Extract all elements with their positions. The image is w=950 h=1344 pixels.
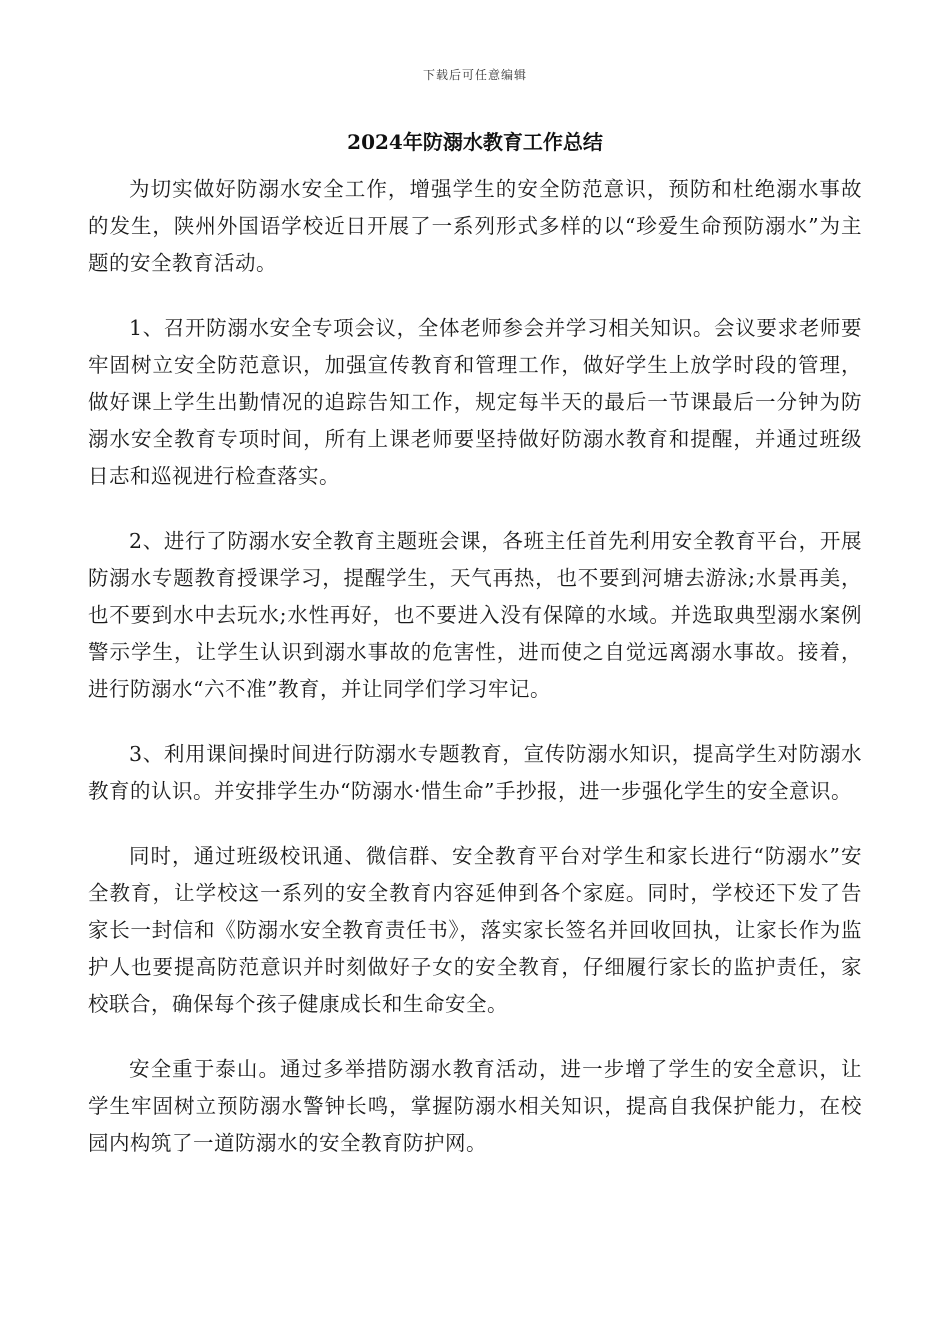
- paragraph-intro: 为切实做好防溺水安全工作，增强学生的安全防范意识，预防和杜绝溺水事故的发生，陕州外国语学校近日开展了一系列形式多样的以“珍爱生命预防溺水”为主题的安全教育活动。: [88, 177, 862, 275]
- paragraph-item-3: 3、利用课间操时间进行防溺水专题教育，宣传防溺水知识，提高学生对防溺水教育的认识。并安排学生办“防溺水·惜生命”手抄报，进一步强化学生的安全意识。: [88, 742, 862, 803]
- paragraph-family: 同时，通过班级校讯通、微信群、安全教育平台对学生和家长进行“防溺水”安全教育，让学校这一系列的安全教育内容延伸到各个家庭。同时，学校还下发了告家长一封信和《防溺水安全教育责任书》，落实家长签名并回收回执，让家长作为监护人也要提高防范意识并时刻做好子女的安全教育，仔细履行家长的监护责任，家校联合，确保每个孩子健康成长和生命安全。: [88, 844, 862, 1016]
- document-title: 2024年防溺水教育工作总结: [347, 130, 603, 154]
- paragraph-item-1: 1、召开防溺水安全专项会议，全体老师参会并学习相关知识。会议要求老师要牢固树立安全防范意识，加强宣传教育和管理工作，做好学生上放学时段的管理，做好课上学生出勤情况的追踪告知工作，规定每半天的最后一节课最后一分钟为防溺水安全教育专项时间，所有上课老师要坚持做好防溺水教育和提醒，并通过班级日志和巡视进行检查落实。: [88, 316, 862, 488]
- document-body: [88, 171, 862, 1190]
- paragraph-item-2: 2、进行了防溺水安全教育主题班会课，各班主任首先利用安全教育平台，开展防溺水专题教育授课学习，提醒学生，天气再热，也不要到河塘去游泳;水景再美，也不要到水中去玩水;水性再好，也不要进入没有保障的水域。并选取典型溺水案例警示学生，让学生认识到溺水事故的危害性，进而使之自觉远离溺水事故。接着，进行防溺水“六不准”教育，并让同学们学习牢记。: [88, 529, 862, 701]
- paragraph-conclusion: 安全重于泰山。通过多举措防溺水教育活动，进一步增了学生的安全意识，让学生牢固树立预防溺水警钟长鸣，掌握防溺水相关知识，提高自我保护能力，在校园内构筑了一道防溺水的安全教育防护网。: [88, 1057, 862, 1155]
- header-note: 下载后可任意编辑: [422, 68, 527, 82]
